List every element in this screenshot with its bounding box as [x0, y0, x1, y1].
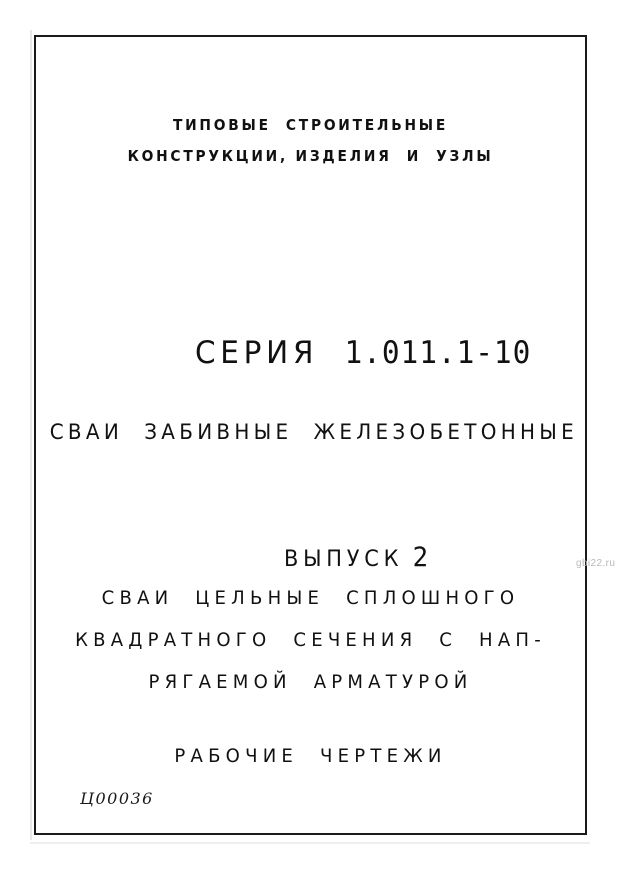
document-title: СВАИ ЗАБИВНЫЕ ЖЕЛЕЗОБЕТОННЫЕ — [49, 420, 579, 444]
issue-number: 2 — [412, 542, 429, 573]
stamp-code: Ц00036 — [80, 789, 154, 808]
subtitle-line-2: КВАДРАТНОГО СЕЧЕНИЯ С НАП- — [75, 629, 546, 651]
issue-label: ВЫПУСК — [284, 547, 404, 572]
scan-artifact-left — [30, 30, 32, 840]
series-label: СЕРИЯ — [194, 335, 319, 371]
series-number: 1.011.1-10 — [344, 335, 532, 371]
watermark-text: gbi22.ru — [576, 558, 616, 569]
scan-artifact-bottom — [30, 842, 590, 844]
header-line-1: ТИПОВЫЕ СТРОИТЕЛЬНЫЕ — [172, 116, 449, 134]
header-line-2: КОНСТРУКЦИИ, ИЗДЕЛИЯ И УЗЛЫ — [127, 147, 494, 165]
drawing-frame-border — [34, 35, 587, 835]
subtitle-line-1: СВАИ ЦЕЛЬНЫЕ СПЛОШНОГО — [101, 587, 520, 609]
subtitle-line-3: РЯГАЕМОЙ АРМАТУРОЙ — [148, 671, 473, 693]
issue-line — [50, 517, 572, 598]
series-line — [50, 299, 572, 407]
document-kind: РАБОЧИЕ ЧЕРТЕЖИ — [174, 745, 447, 767]
title-block-content — [36, 37, 585, 833]
